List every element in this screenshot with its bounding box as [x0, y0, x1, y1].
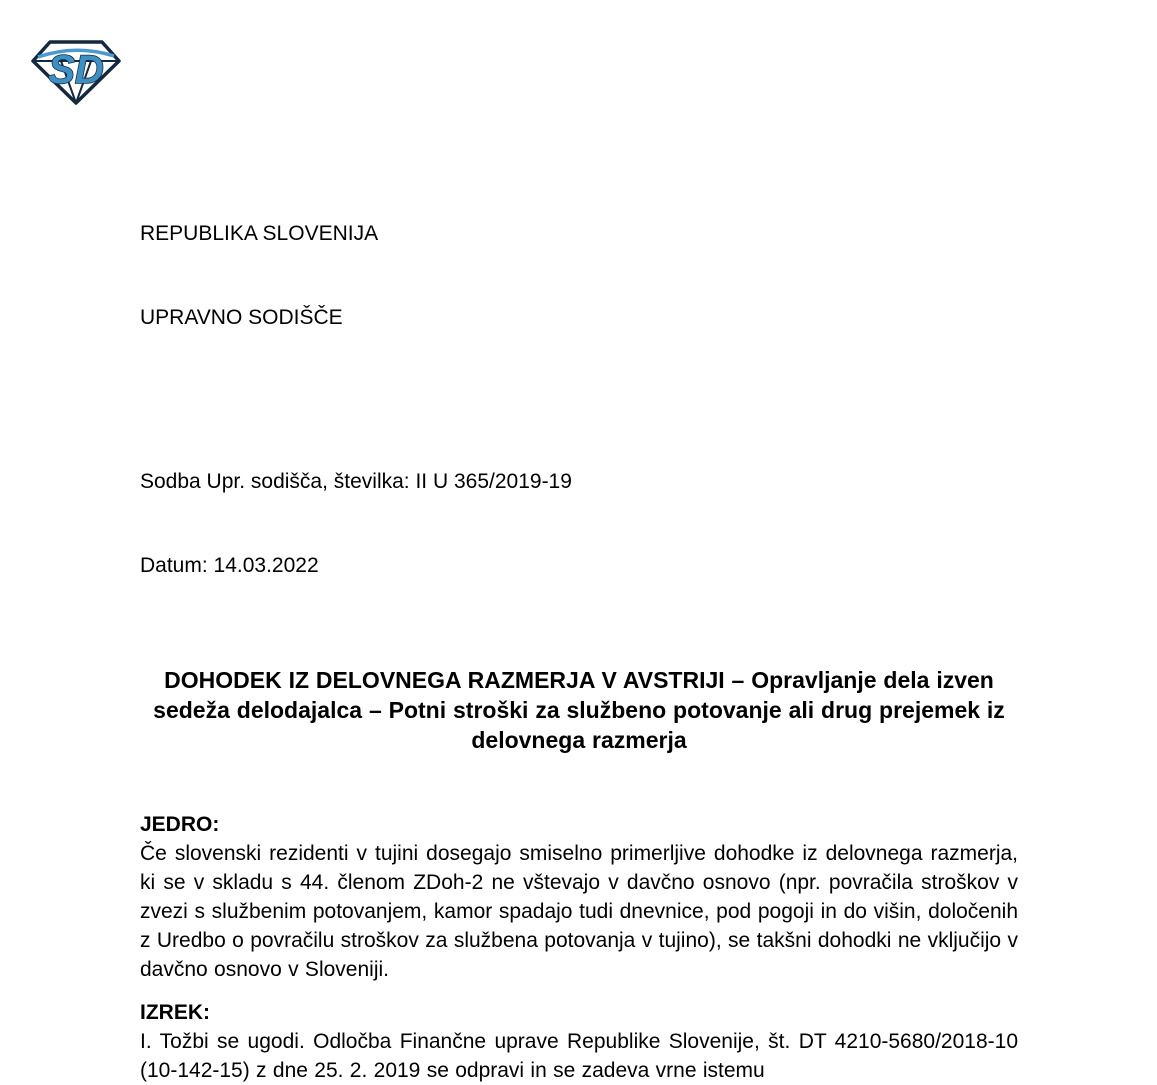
institution-header — [140, 164, 1018, 388]
date-line: Datum: 14.03.2022 — [140, 554, 319, 577]
section-heading-jedro: JEDRO: — [140, 813, 220, 836]
section-body-izrek: I. Tožbi se ugodi. Odločba Finančne uprave Republike Slovenije, št. DT 4210-5680/2018-10 (10-142-15) z dne 25. 2. 2019 se odpravi in se zadeva vrne istemu — [140, 1030, 1018, 1082]
section-body-jedro: Če slovenski rezidenti v tujini dosegajo smiselno primerljive dohodke iz delovnega razmerja, ki se v skladu s 44. členom ZDoh-2 ne vštevajo v davčno osnovo (npr. povračila stroškov v zvezi s službenim potovanjem, kamor spadajo tudi dnevnice, pod pogoji in do višin, določenih z Uredbo o povračilu stroškov za službena potovanja v tujino), se takšni dohodki ne vključijo v davčno osnovo v Sloveniji. — [140, 842, 1018, 981]
section-jedro — [140, 810, 1018, 984]
section-heading-izrek: IZREK: — [140, 1001, 210, 1024]
case-meta — [140, 412, 1018, 636]
section-izrek — [140, 998, 1018, 1085]
decision-title: DOHODEK IZ DELOVNEGA RAZMERJA V AVSTRIJI – Opravljanje dela izven sedeža delodajalca – Potni stroški za službeno potovanje ali drug prejemek iz delovnega razmerja — [153, 667, 1005, 753]
institution-court: UPRAVNO SODIŠČE — [140, 306, 343, 329]
institution-country: REPUBLIKA SLOVENIJA — [140, 222, 379, 245]
logo-letters: SD — [48, 48, 104, 92]
case-number-line: Sodba Upr. sodišča, številka: II U 365/2019-19 — [140, 470, 572, 493]
document-content — [140, 0, 1018, 1085]
sd-diamond-logo — [30, 36, 122, 106]
